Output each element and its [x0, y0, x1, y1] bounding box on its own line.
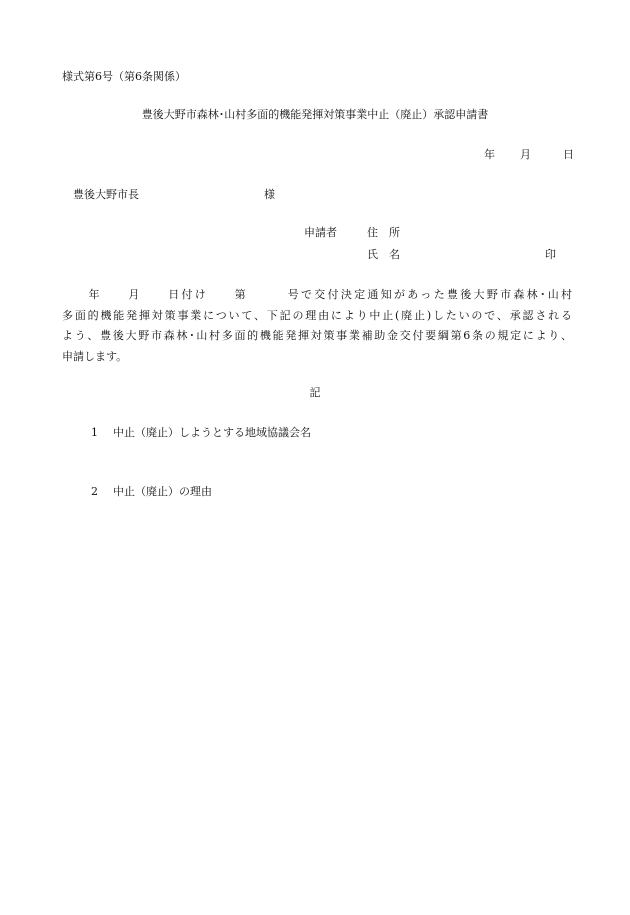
body-line: よう、豊後大野市森林･山村多面的機能発揮対策事業補助金交付要綱第6条の規定により、 [62, 329, 572, 342]
date-day-label: 日 [563, 148, 574, 161]
item-text: 中止（廃止）しようとする地域協議会名 [113, 426, 311, 439]
item-number: 1 [91, 426, 98, 439]
date-year-label: 年 [484, 148, 495, 161]
body-paragraph [62, 285, 572, 367]
body-line: 年 月 日付け 第 号で交付決定通知があった豊後大野市森林･山村 [62, 288, 572, 301]
applicant-label: 申請者 [304, 226, 337, 239]
record-mark: 記 [309, 386, 321, 399]
body-line: 多面的機能発揮対策事業について、下記の理由により中止(廃止)したいので、承認される [62, 308, 572, 322]
item-number: 2 [91, 485, 98, 498]
body-line: 申請します。 [62, 349, 128, 363]
applicant-address-label: 住 所 [367, 226, 400, 239]
form-number: 様式第6号（第6条関係） [62, 70, 186, 83]
document-title: 豊後大野市森林･山村多面的機能発揮対策事業中止（廃止）承認申請書 [141, 108, 489, 121]
seal-mark: 印 [545, 248, 556, 261]
item-text: 中止（廃止）の理由 [113, 485, 212, 498]
date-month-label: 月 [520, 148, 531, 161]
applicant-name-label: 氏 名 [367, 248, 400, 261]
addressee-honorific: 様 [264, 188, 275, 201]
addressee-name: 豊後大野市長 [73, 188, 139, 201]
